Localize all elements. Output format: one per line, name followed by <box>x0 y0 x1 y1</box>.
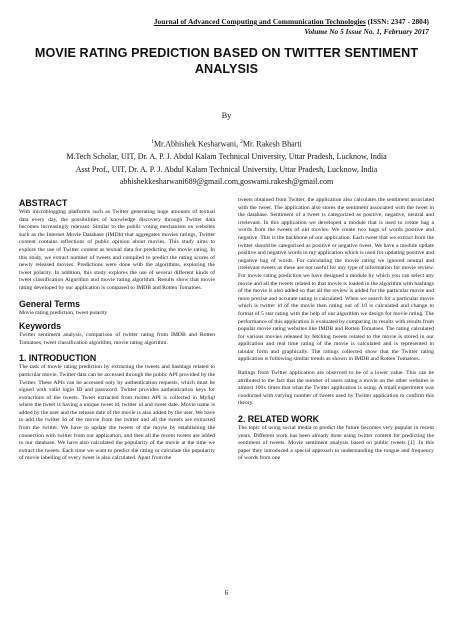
paper-title: MOVIE RATING PREDICTION BASED ON TWITTER SENTIMENT ANALYSIS <box>34 46 419 76</box>
affiliation-2: Asst Prof., UIT, Dr. A. P. J. Abdul Kalam Technical University, Uttar Pradesh, Lucknow, India <box>75 164 378 174</box>
keywords-heading: Keywords <box>19 321 62 332</box>
general-terms-heading: General Terms <box>19 298 80 309</box>
left-column <box>19 198 215 469</box>
introduction-text: The task of movie rating prediction by extracting the tweets and hashtags related to particular movie. Twitter data can be accessed through the public API provided by the Twitter. These APIs can be accessed only by authentication requests, which must be signed with valid login ID and password. Twitter provides authentication keys for extractions of the tweets. Tweet extracted from twitter API is collected in MySql where the tweet is having a unique tweet id, twitter id and tweet date. Movie name is added by the user and the release date of the movie is also added by the user. We have to add the twitter Id of the movie from the twitter and all the tweets are extracted from the twitter. We have to update the tweets of the movie by establishing the connection with twitter from our application, and then all the recent tweets are added to our database. We have also calculated the popularity of the movie at the time we extract the tweets. Each time we want to predict the rating or calculate the popularity of movie labelling of every tweet is also calculated. Apart from the <box>19 364 215 462</box>
right-column <box>238 197 434 469</box>
abstract-text: With microblogging platforms such as Twitter generating huge amounts of textual data every day, the possibilities of knowledge discovery through Twitter data becomes increasingly relevant. Similar to the public voting mechanism on websites such as the Internet Movie Database (IMDb) that aggregates movies ratings, Twitter content contains reflections of public opinion about movies. This study aims to explore the use of Twitter content as textual data for predicting the movie rating. In this study, we extract number of tweets and compiled to predict the rating scores of newly released movies. Predictions were done with the algorithms, exploring the tweet polarity. In addition, this study explores the use of several different kinds of tweet classification Algorithm and movie rating algorithm. Results show that movie rating developed by our application is compared to IMDB and Rotten Tomatoes. <box>19 209 215 291</box>
abstract-heading: ABSTRACT <box>19 198 68 208</box>
author-2: Mr. Rakesh Bharti <box>242 139 302 149</box>
author-block <box>0 136 453 189</box>
introduction-heading: 1. INTRODUCTION <box>19 353 97 364</box>
introduction-continued-text: tweets obtained from Twitter, the application also calculates the sentiment associated with the tweet. The application also stores the sentiment associated with the tweet in the database. Sentiment of a tweet is categorized as positive, negative, neutral and irrelevant. In this application we developed a module that is used to create bag a words from the tweets of old movies. We create two bags of words positive and negative .This is the backbone of our application. Each tweet that we extract from the twitter should be categorised as positive or negative tweet. We have a module update positive and negative words in my application which is used for updating positive and negative bag of words. For calculating the movie rating we ignored neutral and irrelevant tweets as these are not useful for any type of information for movie review. For movie rating prediction we have designed a module by which you can select any movie and all the tweets related to that movie is loaded in the algorithm with hashtags of the movie is also added so that all the review is added for the particular movie and more precise and accurate rating is calculated. When we search for a particular movie which is twitter id of the movie then rating out of 10 is calculated and change to format of 5 star rating with the help of our algorithm we design for movie rating. The performance of this application is evaluated by comparing its results with results from popular movie rating websites like IMDB and Rotten Tomatoes. The rating calculated for various movies released by fetching tweets related to the movie is stored in our application and real time rating of the movie is calculated and is represented in tabular form and graphically. The ratings collected show that the Twitter rating application is following similar trends as shown in IMDB and Rotten Tomatoes. <box>238 197 434 363</box>
related-work-text: The topic of using social media to predict the future becomes very popular in recent years. Different work has been already done using twitter content for predicting the sentiment of tweets. Movie sentiment analysis based on public tweets [1] .In this paper they introduced a special approach to understanding the tongue and frequency of words from one <box>238 425 434 462</box>
author-sup-2: 2 <box>240 139 243 145</box>
journal-issn: (ISSN: 2347 - 2804) <box>365 17 429 26</box>
volume-line: Volume No 5 Issue No. 1, February 2017 <box>304 27 429 36</box>
related-work-heading: 2. RELATED WORK <box>238 414 319 425</box>
ratings-observation-text: Ratings from Twitter application are observed to be of a lower value. This can be attributed to the fact that the number of users rating a movie on the other websites is almost 100x times that what the Twitter application is using. A small experiment was conducted with varying number of tweets used by Twitter application to confirm this theory. <box>238 370 434 407</box>
page-number: 6 <box>224 589 229 597</box>
author-1: Mr.Abhishek Kesharwani, <box>153 139 241 149</box>
general-terms-text: Movie rating prediction, tweet polarity <box>19 309 108 316</box>
author-line <box>0 136 453 151</box>
by-label: By <box>221 111 232 120</box>
journal-header <box>154 17 429 26</box>
affiliation-1: M.Tech Scholar, UIT, Dr. A. P. J. Abdul Kalam Technical University, Uttar Pradesh, Lucknow, India <box>66 152 387 162</box>
journal-title: Journal of Advanced Computing and Communication Technologies <box>153 17 366 26</box>
author-emails: abhishekkesharwani689@gmail.com,goswami.rakesh@gmail.com <box>119 177 334 187</box>
author-sup-1: 1 <box>151 139 154 145</box>
keywords-text: Twitter sentiment analysis, comparison of twitter rating from IMDB and Rotten Tomatoes, tweet classification algorithm, movie rating algorithm. <box>19 332 215 346</box>
